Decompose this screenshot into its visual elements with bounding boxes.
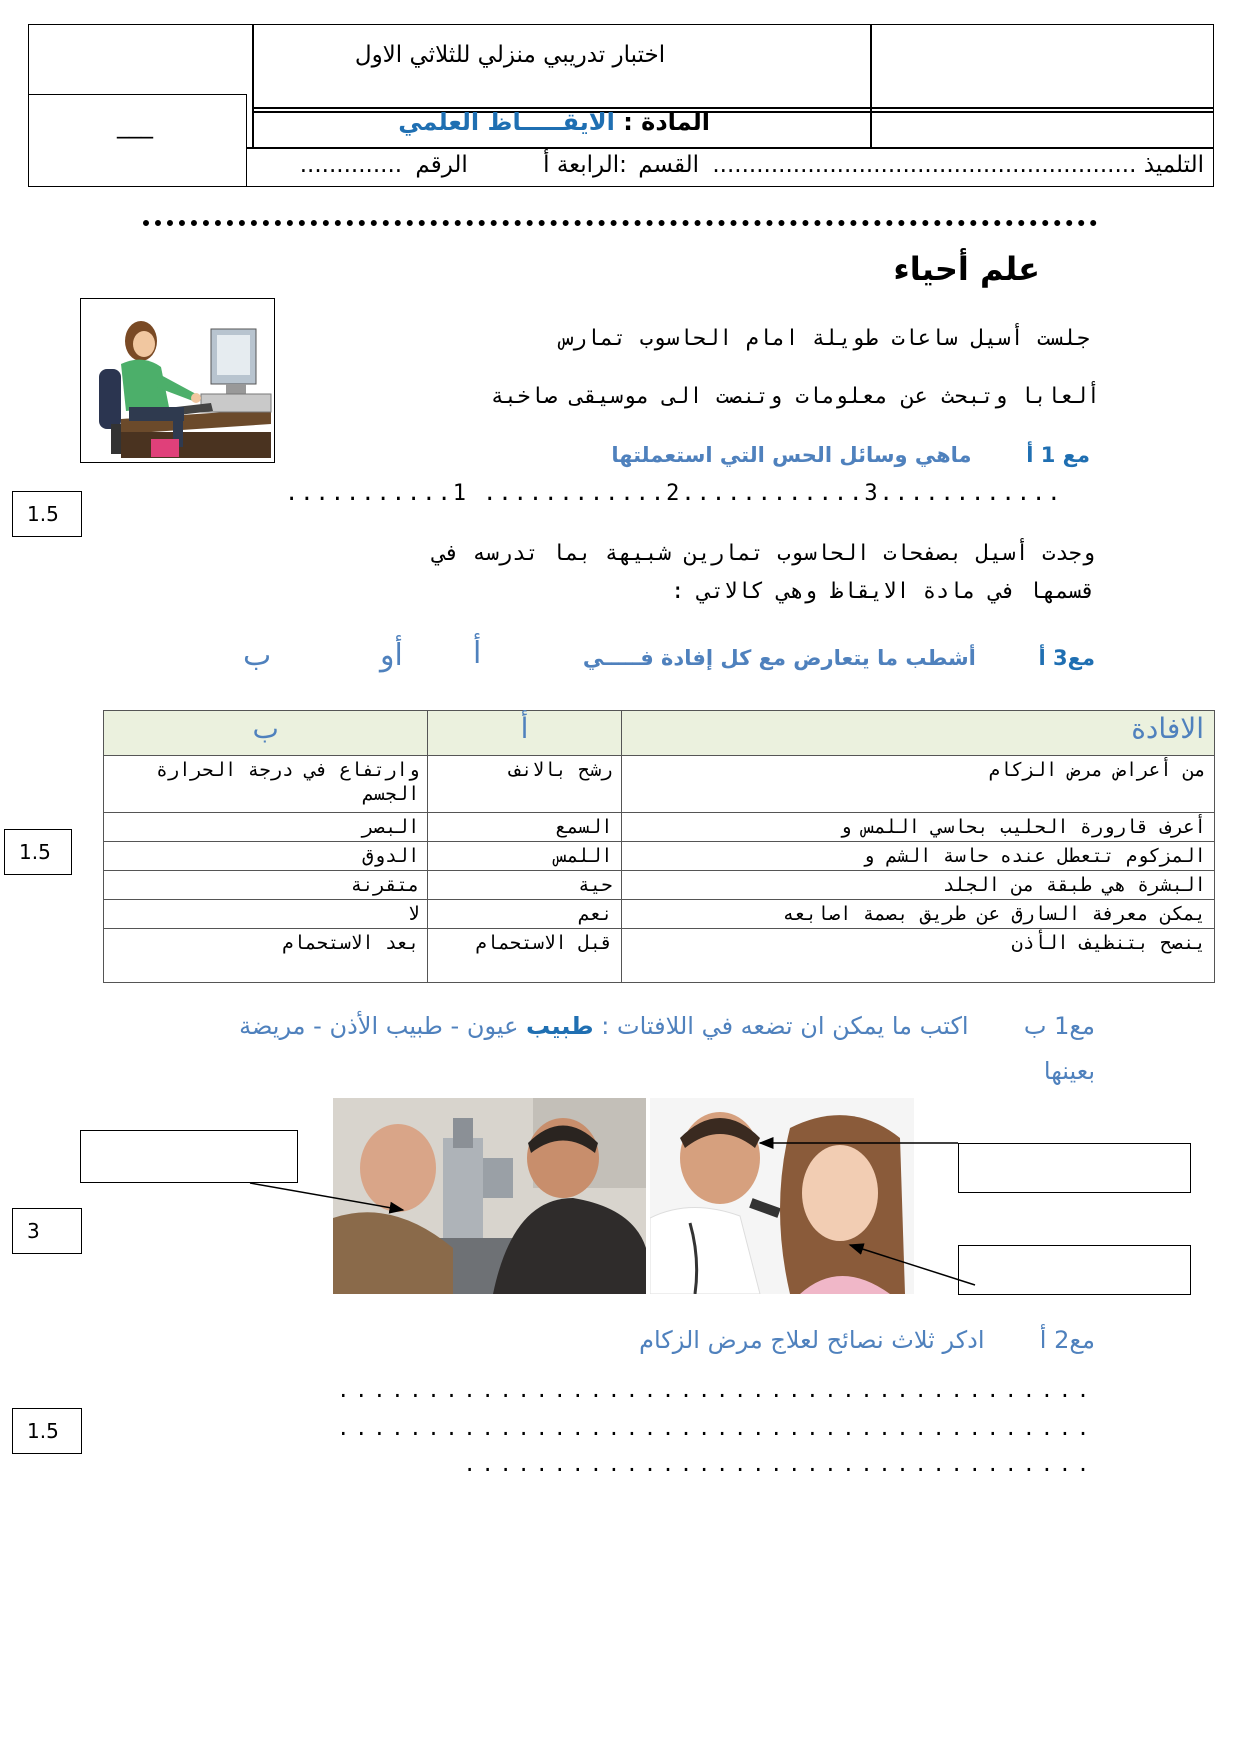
option-b-cell[interactable]: لا bbox=[104, 900, 428, 929]
option-a-cell[interactable]: قبل الاستحمام bbox=[428, 929, 621, 983]
intro-line-1: جلست أسيل ساعات طويلة امام الحاسوب تمارس bbox=[560, 326, 1090, 351]
q3-option-b: ب bbox=[243, 638, 272, 673]
option-b-cell[interactable]: بعد الاستحمام bbox=[104, 929, 428, 983]
context-line-2: قسمها في مادة الايقاظ وهي كالاتي : bbox=[671, 579, 1095, 604]
number-field[interactable]: .............. bbox=[299, 152, 403, 178]
option-b-cell[interactable]: وارتفاع في درجة الحرارة الجسم bbox=[104, 756, 428, 813]
option-b-cell[interactable]: البصر bbox=[104, 813, 428, 842]
option-b-cell[interactable]: متقرنة bbox=[104, 871, 428, 900]
statement-cell: ينصح بتنظيف الأذن bbox=[621, 929, 1214, 983]
statement-cell: يمكن معرفة السارق عن طريق بصمة اصابعه bbox=[621, 900, 1214, 929]
option-a-cell[interactable]: نعم bbox=[428, 900, 621, 929]
q1-text: ماهي وسائل الحس التي استعملتها bbox=[611, 443, 972, 467]
q1b-text-suffix: عيون - طبيب الأذن - مريضة bbox=[239, 1012, 519, 1040]
q3-text: أشطب ما يتعارض مع كل إفادة فـــــي bbox=[582, 646, 976, 670]
q3-or: أو bbox=[380, 638, 403, 673]
header-option-b: ب bbox=[104, 711, 428, 756]
q1b-text: اكتب ما يمكن ان تضعه في اللافتات : bbox=[601, 1012, 969, 1040]
q2-label: مع2 أ bbox=[1039, 1326, 1095, 1354]
q2-question bbox=[560, 1326, 1095, 1354]
subject-label: المادة : bbox=[623, 108, 710, 136]
q2-answer-line-3[interactable]: ................................... bbox=[463, 1452, 1095, 1476]
number-label: الرقم bbox=[415, 152, 468, 178]
q3-label: مع3 أ bbox=[1038, 646, 1095, 670]
q1b-grade: 3 bbox=[12, 1208, 82, 1254]
option-a-cell[interactable]: اللمس bbox=[428, 842, 621, 871]
q1-label: مع 1 أ bbox=[1026, 443, 1090, 467]
q2-grade: 1.5 bbox=[12, 1408, 82, 1454]
q1-grade: 1.5 bbox=[12, 491, 82, 537]
subject-name: الايقـــــاظ العلمي bbox=[398, 108, 615, 136]
class-label: القسم bbox=[638, 152, 700, 178]
student-field[interactable]: التلميذ .......................................................... bbox=[712, 152, 1204, 178]
q2-answer-line-1[interactable]: .......................................... bbox=[337, 1378, 1095, 1402]
q1b-bold-word: طبيب bbox=[526, 1012, 594, 1040]
header-option-a: أ bbox=[428, 711, 621, 756]
score-mark: ___ bbox=[117, 111, 153, 139]
exam-title: اختبار تدريبي منزلي للثلاثي الاول bbox=[354, 42, 666, 68]
arrow-ear-patient bbox=[850, 1245, 975, 1285]
statement-cell: أعرف قارورة الحليب بحاسي اللمس و bbox=[621, 813, 1214, 842]
section-title: علم أحياء bbox=[893, 250, 1040, 288]
class-value: :الرابعة أ bbox=[543, 152, 627, 178]
arrow-eye-patient bbox=[250, 1183, 403, 1210]
option-a-cell[interactable]: السمع bbox=[428, 813, 621, 842]
q2-answer-line-2[interactable]: .......................................... bbox=[337, 1416, 1095, 1440]
context-line-1: وجدت أسيل بصفحات الحاسوب تمارين شبيهة بما تدرسه في bbox=[432, 541, 1095, 566]
q1b-label: مع1 ب bbox=[1023, 1012, 1095, 1040]
header-statement: الافادة bbox=[621, 711, 1214, 756]
q1b-text-line2: بعينها bbox=[1043, 1057, 1095, 1085]
statement-cell: البشرة هي طبقة من الجلد bbox=[621, 871, 1214, 900]
statement-cell: من أعراض مرض الزكام bbox=[621, 756, 1214, 813]
q1-answer-line[interactable]: ...........1 ............2............3............ bbox=[285, 481, 1063, 506]
option-a-cell[interactable]: حية bbox=[428, 871, 621, 900]
intro-line-2: ألعابا وتبحث عن معلومات وتنصت الى موسيقى صاخبة bbox=[490, 384, 1100, 409]
q2-text: ادكر ثلاث نصائح لعلاج مرض الزكام bbox=[639, 1326, 985, 1354]
statement-cell: المزكوم تتعطل عنده حاسة الشم و bbox=[621, 842, 1214, 871]
option-a-cell[interactable]: رشح بالانف bbox=[428, 756, 621, 813]
option-b-cell[interactable]: الدوق bbox=[104, 842, 428, 871]
q3-grade: 1.5 bbox=[4, 829, 72, 875]
q3-option-a: أ bbox=[473, 636, 482, 671]
